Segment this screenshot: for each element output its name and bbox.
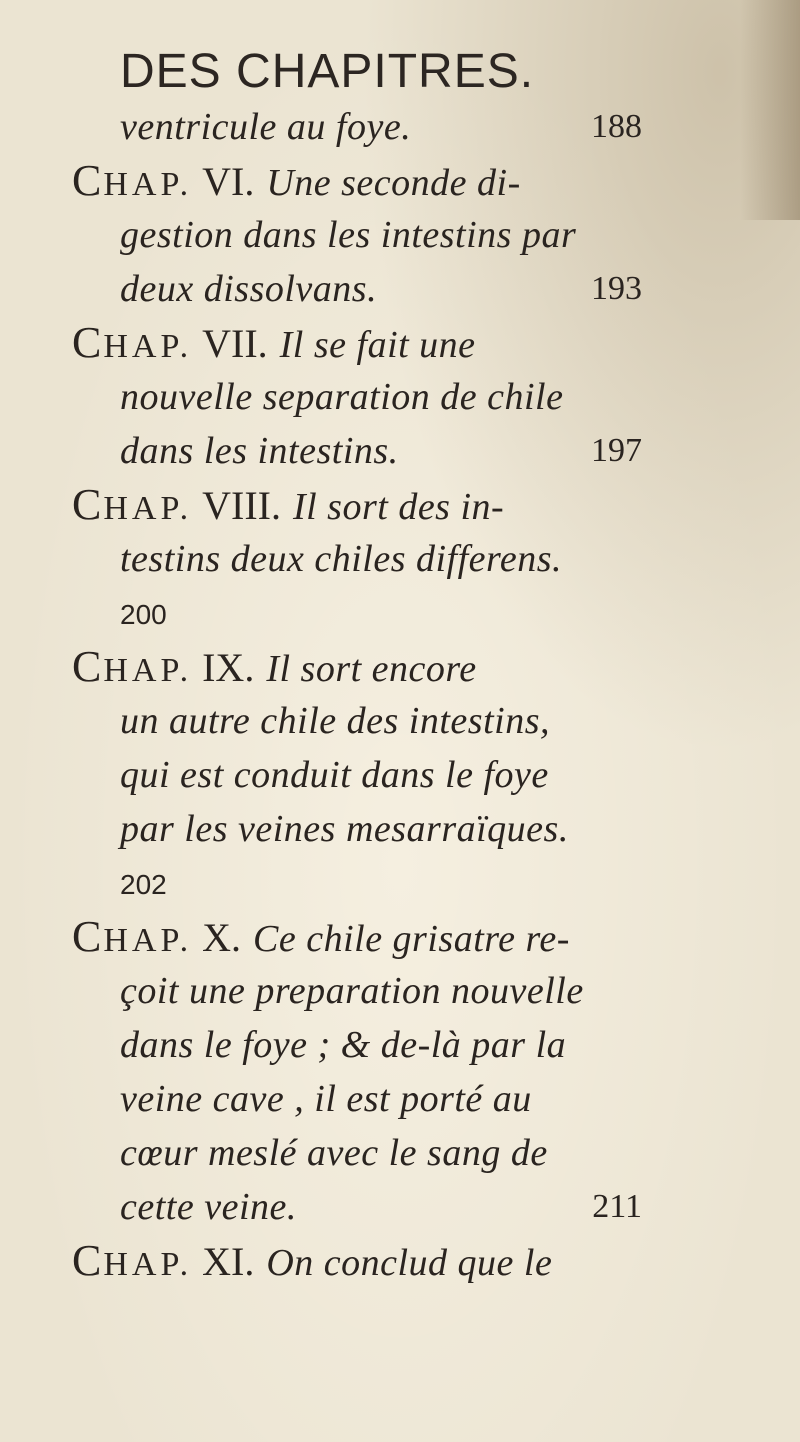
- chapter-label-initial: C: [72, 1236, 104, 1285]
- chapter-number: VII.: [202, 321, 268, 366]
- chapter-title-text: cœur meslé avec le sang de: [120, 1132, 548, 1174]
- chapter-title-text: Il se fait une: [279, 324, 476, 366]
- table-of-contents: [72, 100, 642, 1288]
- toc-line: [72, 316, 632, 370]
- page-number: 188: [591, 108, 642, 145]
- toc-line: [72, 748, 632, 802]
- chapter-title-text: Il sort des in-: [292, 486, 505, 528]
- toc-line: [72, 208, 632, 262]
- chapter-number: XI.: [202, 1239, 255, 1284]
- toc-line: [72, 424, 642, 478]
- chapter-title-text: un autre chile des intestins,: [120, 700, 550, 742]
- toc-line: [72, 532, 632, 586]
- chapter-label: [72, 318, 193, 367]
- chapter-label-rest: HAP.: [103, 490, 193, 527]
- chapter-title-text: On conclud que le: [266, 1242, 553, 1284]
- chapter-title-text: Une seconde di-: [266, 162, 521, 204]
- chapter-label: [72, 156, 193, 205]
- chapter-label-rest: HAP.: [103, 1246, 193, 1283]
- chapter-title-text: ventricule au foye.: [120, 106, 412, 148]
- toc-line: [72, 1072, 632, 1126]
- page-number: 211: [592, 1188, 642, 1225]
- chapter-label-initial: C: [72, 156, 104, 205]
- chapter-label: [72, 480, 193, 529]
- chapter-label-rest: HAP.: [103, 328, 193, 365]
- chapter-label-rest: HAP.: [103, 166, 193, 203]
- running-head: DES CHAPITRES.: [120, 45, 535, 98]
- chapter-title-text: Ce chile grisatre re-: [253, 918, 570, 960]
- chapter-title-text: nouvelle separation de chile: [120, 376, 564, 418]
- page-edge-shadow: [740, 0, 800, 220]
- toc-line: [72, 1018, 632, 1072]
- page-number: 200: [120, 599, 167, 630]
- chapter-title-text: dans les intestins.: [120, 430, 399, 472]
- page-number: 202: [120, 869, 167, 900]
- toc-line: [72, 1126, 632, 1180]
- chapter-title-text: testins deux chiles differens.: [120, 538, 563, 580]
- toc-line: [72, 694, 632, 748]
- chapter-label-rest: HAP.: [103, 652, 193, 689]
- chapter-number: VI.: [202, 159, 255, 204]
- toc-line: [72, 964, 632, 1018]
- toc-line: [72, 478, 632, 532]
- chapter-title-text: cette veine.: [120, 1186, 297, 1228]
- toc-line: [72, 1180, 642, 1234]
- chapter-label: [72, 642, 193, 691]
- chapter-label-initial: C: [72, 642, 104, 691]
- chapter-label-initial: C: [72, 480, 104, 529]
- chapter-title-text: par les veines mesarraïques.: [120, 808, 569, 850]
- chapter-title-text: deux dissolvans.: [120, 268, 378, 310]
- chapter-number: VIII.: [202, 483, 281, 528]
- chapter-title-text: Il sort encore: [266, 648, 477, 690]
- chapter-title-text: veine cave , il est porté au: [120, 1078, 532, 1120]
- chapter-title-text: çoit une preparation nouvelle: [120, 970, 584, 1012]
- chapter-title-text: dans le foye ; & de-là par la: [120, 1024, 567, 1066]
- chapter-number: X.: [202, 915, 241, 960]
- chapter-title-text: qui est conduit dans le foye: [120, 754, 549, 796]
- chapter-title-text: gestion dans les intestins par: [120, 214, 577, 256]
- page-number: 193: [591, 270, 642, 307]
- toc-line: [72, 910, 632, 964]
- page-number: 197: [591, 432, 642, 469]
- chapter-label: [72, 912, 193, 961]
- toc-line: [72, 856, 632, 910]
- chapter-label-initial: C: [72, 912, 104, 961]
- chapter-label-initial: C: [72, 318, 104, 367]
- toc-line: [72, 586, 632, 640]
- chapter-label-rest: HAP.: [103, 922, 193, 959]
- toc-line: [72, 262, 642, 316]
- toc-line: [72, 1234, 632, 1288]
- toc-line: [72, 802, 632, 856]
- toc-line: [72, 100, 642, 154]
- toc-line: [72, 154, 632, 208]
- toc-line: [72, 370, 632, 424]
- toc-line: [72, 640, 632, 694]
- chapter-label: [72, 1236, 193, 1285]
- chapter-number: IX.: [202, 645, 255, 690]
